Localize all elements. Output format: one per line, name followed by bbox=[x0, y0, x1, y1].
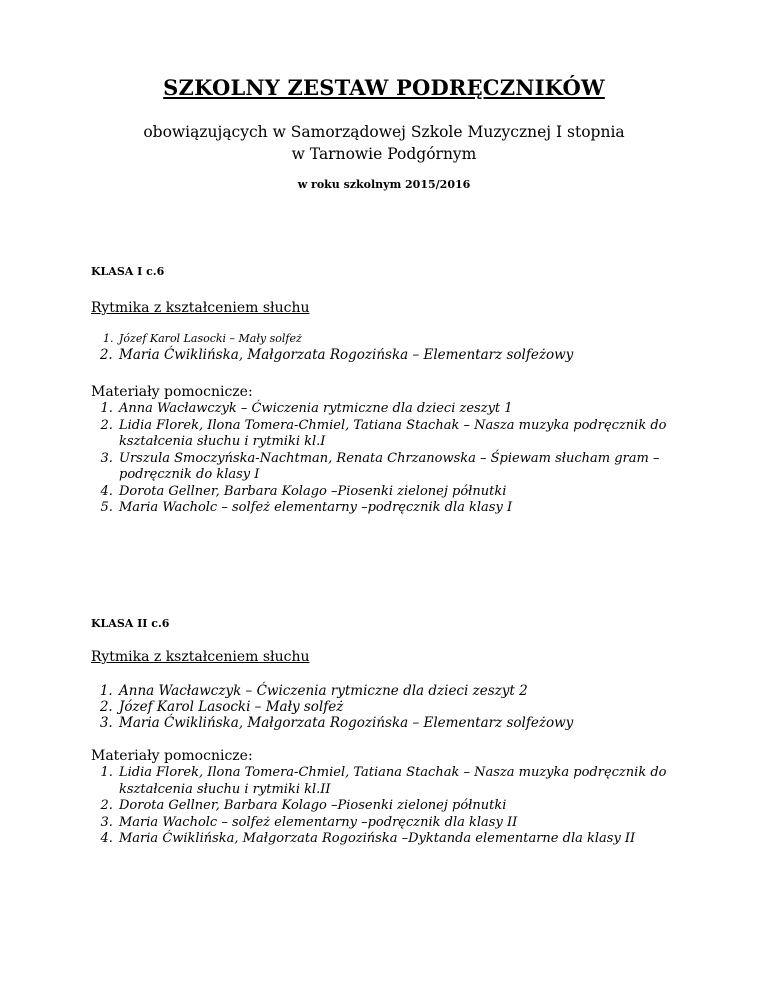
list-item: 1. Anna Wacławczyk – Ćwiczenia rytmiczne dla dzieci zeszyt 1 bbox=[117, 401, 711, 418]
list-item: 4. Dorota Gellner, Barbara Kolago –Piosenki zielonej półnutki bbox=[117, 484, 711, 501]
school-year: w roku szkolnym 2015/2016 bbox=[297, 178, 471, 191]
class-1-subject: Rytmika z kształceniem słuchu bbox=[91, 300, 310, 316]
subtitle-line-2: w Tarnowie Podgórnym bbox=[291, 145, 477, 163]
list-item: 3. Maria Ćwiklińska, Małgorzata Rogozińska – Elementarz solfeżowy bbox=[117, 715, 711, 731]
list-item: 2. Józef Karol Lasocki – Mały solfeż bbox=[117, 699, 711, 715]
class-2-books bbox=[91, 683, 711, 731]
list-item: 2. Dorota Gellner, Barbara Kolago –Piosenki zielonej półnutki bbox=[117, 798, 711, 815]
class-1-heading: KLASA I c.6 bbox=[91, 265, 165, 278]
list-item: 1. Józef Karol Lasocki – Mały solfeż bbox=[117, 331, 711, 347]
class-2-subject: Rytmika z kształceniem słuchu bbox=[91, 649, 310, 665]
list-item: 3. Urszula Smoczyńska-Nachtman, Renata Chrzanowska – Śpiewam słucham gram – podręcznik do klasy I bbox=[117, 451, 711, 484]
class-1-section bbox=[91, 265, 711, 279]
list-item: 1. Anna Wacławczyk – Ćwiczenia rytmiczne dla dzieci zeszyt 2 bbox=[117, 683, 711, 699]
list-item: 3. Maria Wacholc – solfeż elementarny –podręcznik dla klasy II bbox=[117, 815, 711, 832]
class-1-aids bbox=[91, 383, 711, 517]
class-2-heading: KLASA II c.6 bbox=[91, 617, 170, 630]
list-item: 1. Lidia Florek, Ilona Tomera-Chmiel, Tatiana Stachak – Nasza muzyka podręcznik do kształcenia słuchu i rytmiki kl.II bbox=[117, 765, 711, 798]
class-1-books bbox=[91, 331, 711, 364]
list-item: 5. Maria Wacholc – solfeż elementarny –podręcznik dla klasy I bbox=[117, 500, 711, 517]
page-title: SZKOLNY ZESTAW PODRĘCZNIKÓW bbox=[163, 75, 605, 100]
list-item: 4. Maria Ćwiklińska, Małgorzata Rogozińska –Dyktanda elementarne dla klasy II bbox=[117, 831, 711, 848]
subtitle bbox=[0, 121, 768, 165]
list-item: 2. Lidia Florek, Ilona Tomera-Chmiel, Tatiana Stachak – Nasza muzyka podręcznik do kształcenia słuchu i rytmiki kl.I bbox=[117, 418, 711, 451]
class-1-aids-label: Materiały pomocnicze: bbox=[91, 384, 253, 400]
list-item: 2. Maria Ćwiklińska, Małgorzata Rogozińska – Elementarz solfeżowy bbox=[117, 347, 711, 364]
class-2-aids-label: Materiały pomocnicze: bbox=[91, 748, 253, 764]
subtitle-line-1: obowiązujących w Samorządowej Szkole Muzycznej I stopnia bbox=[143, 123, 625, 141]
class-2-section bbox=[91, 617, 711, 631]
class-2-aids bbox=[91, 747, 711, 848]
